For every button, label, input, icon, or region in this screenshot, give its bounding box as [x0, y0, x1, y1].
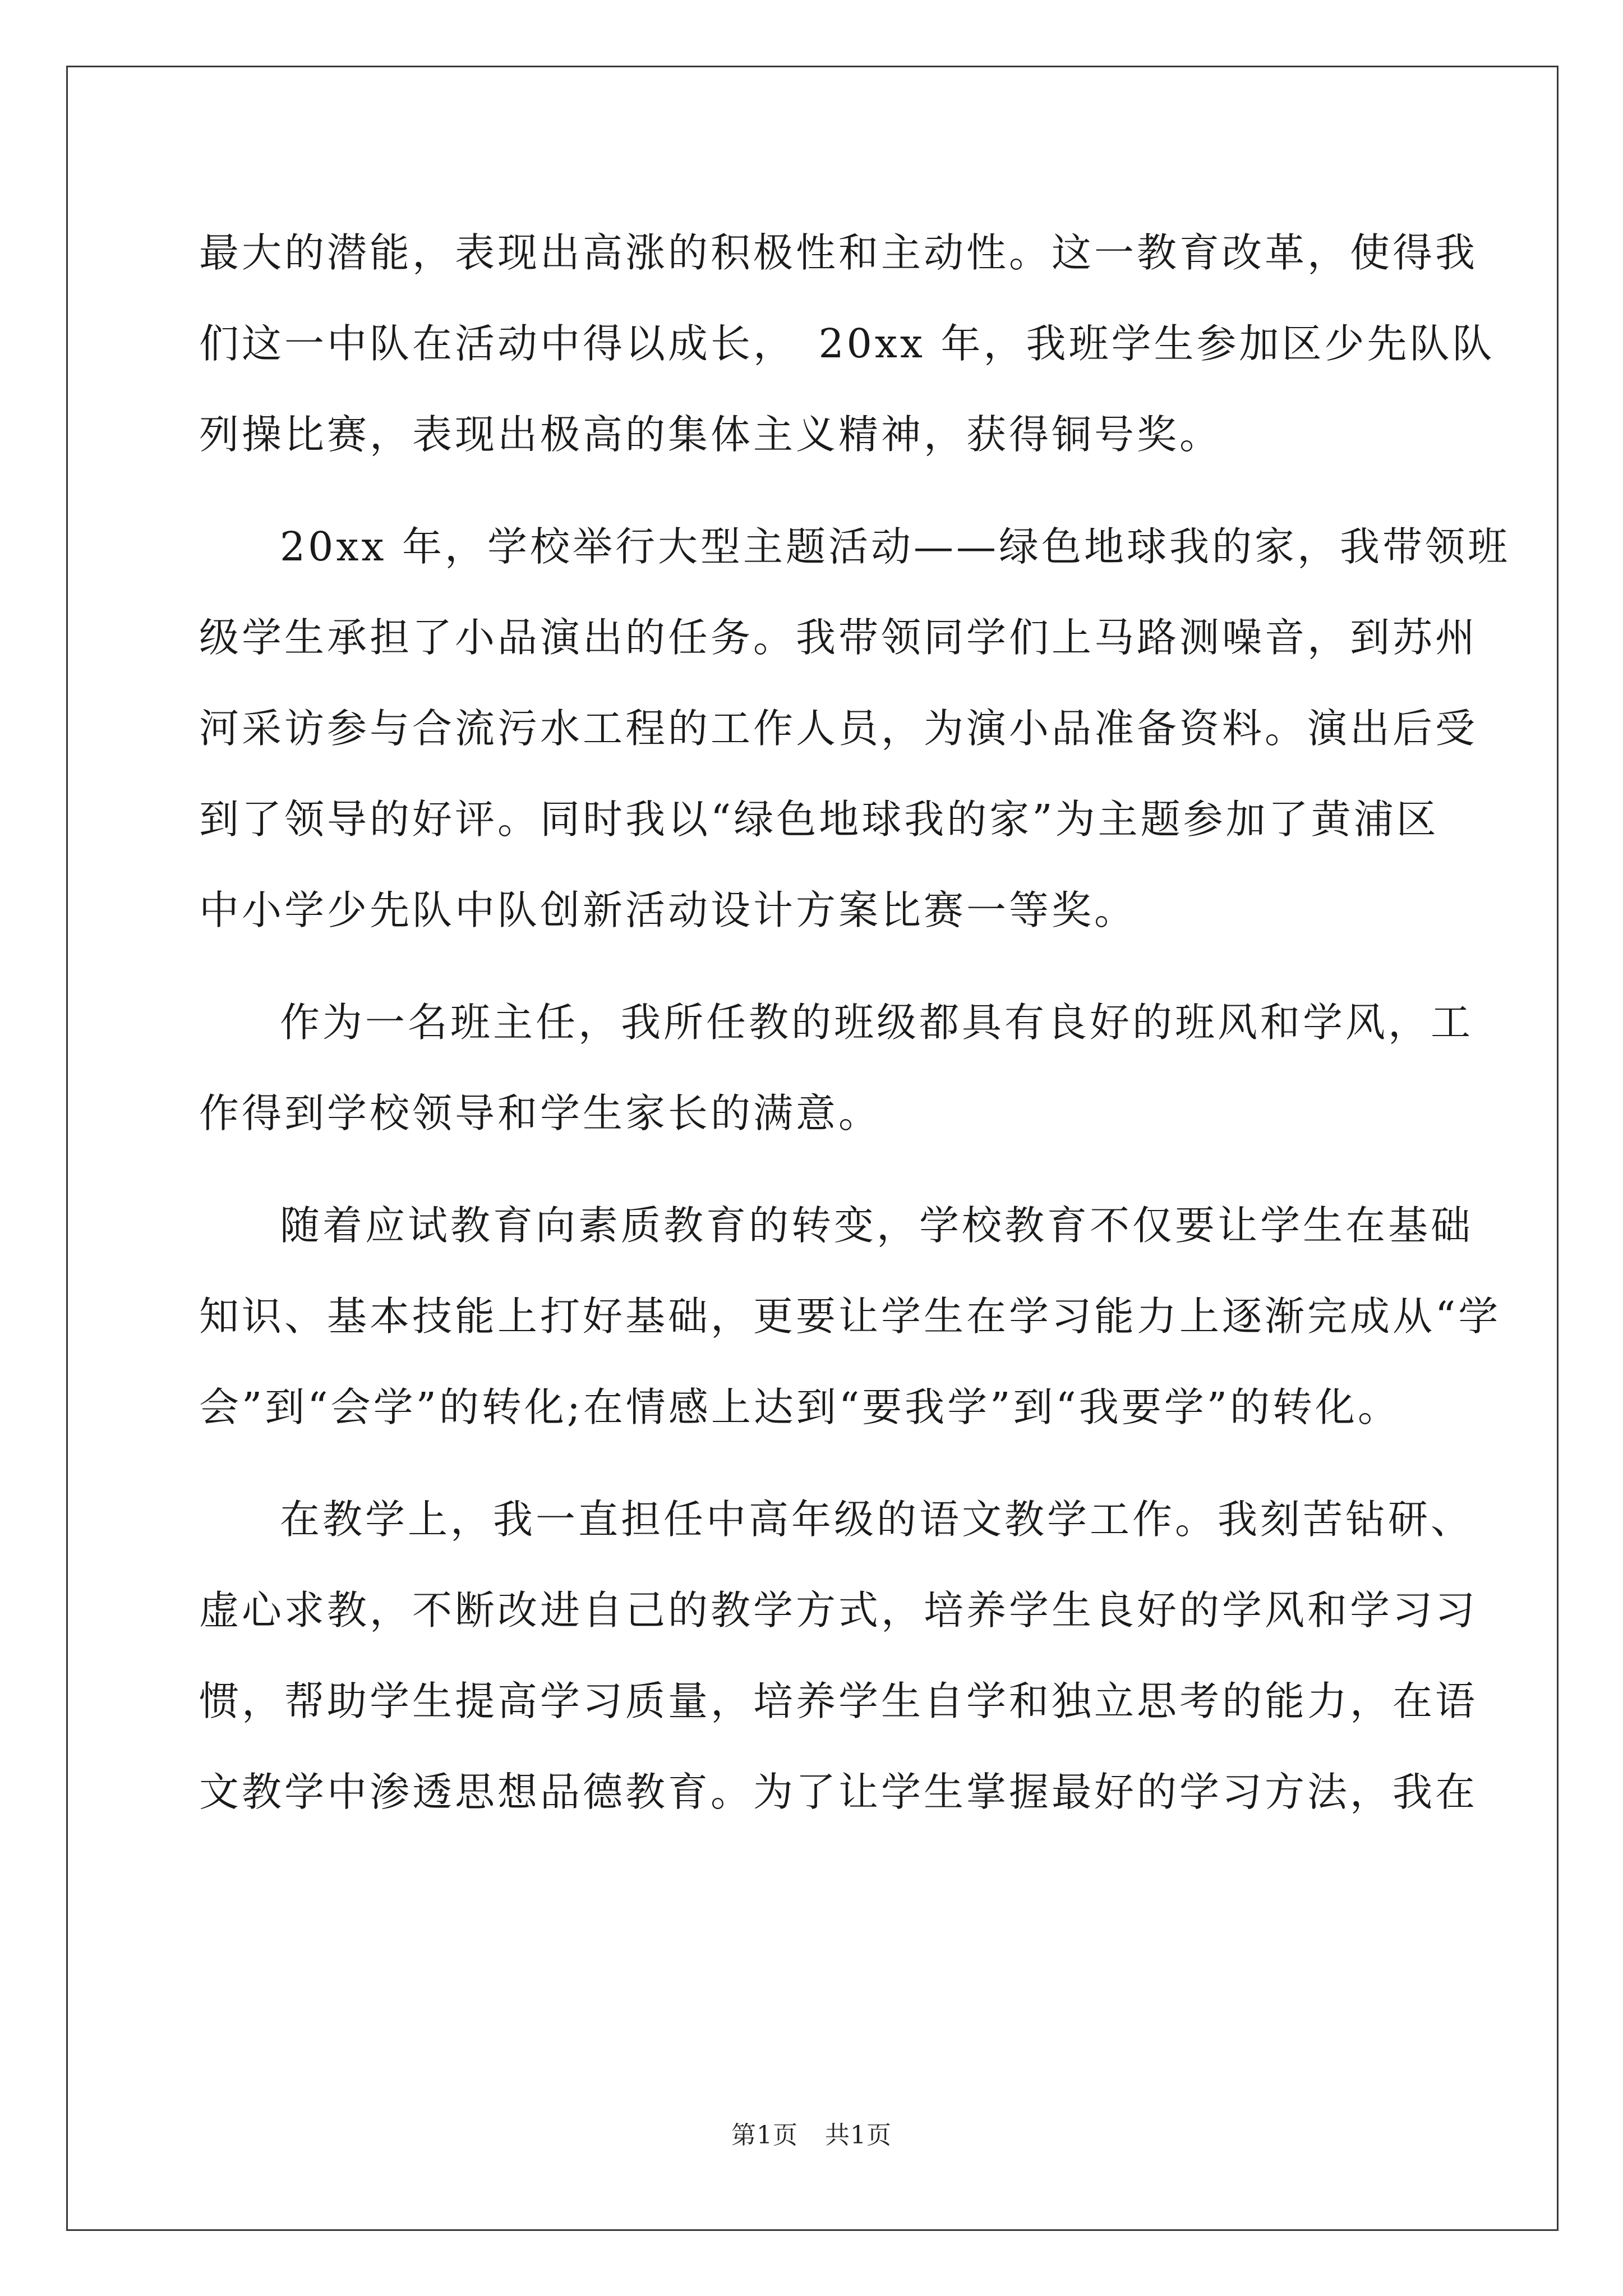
- paragraph: [199, 501, 1510, 956]
- paragraph: [199, 1474, 1478, 1838]
- text-line: 文教学中渗透思想品德教育。为了让学生掌握最好的学习方法，我在: [199, 1769, 1478, 1815]
- text-line: 虚心求教，不断改进自己的教学方式，培养学生良好的学风和学习习: [199, 1587, 1478, 1634]
- text-line: 知识、基本技能上打好基础，更要让学生在学习能力上逐渐完成从“学: [199, 1293, 1501, 1340]
- text-line: 会”到“会学”的转化;在情感上达到“要我学”到“我要学”的转化。: [199, 1384, 1401, 1430]
- text-line: 河采访参与合流污水工程的工作人员，为演小品准备资料。演出后受: [199, 705, 1478, 752]
- page-number-total: 共1页: [825, 2121, 892, 2150]
- text-line: 到了领导的好评。同时我以“绿色地球我的家”为主题参加了黄浦区: [199, 796, 1439, 843]
- text-line: 最大的潜能，表现出高涨的积极性和主动性。这一教育改革，使得我: [199, 229, 1478, 276]
- text-line: 中小学少先队中队创新活动设计方案比赛一等奖。: [199, 887, 1137, 933]
- page-footer: [0, 2115, 1623, 2151]
- text-line: 随着应试教育向素质教育的转变，学校教育不仅要让学生在基础: [280, 1202, 1474, 1249]
- page-number-current: 第1页: [731, 2121, 798, 2150]
- text-line: 作为一名班主任，我所任教的班级都具有良好的班风和学风，工: [280, 999, 1474, 1046]
- paragraph: [199, 208, 1495, 480]
- text-line: 列操比赛，表现出极高的集体主义精神，获得铜号奖。: [199, 411, 1223, 458]
- text-line: 20xx 年，学校举行大型主题活动——绿色地球我的家，我带领班: [280, 523, 1510, 570]
- paragraph: [199, 977, 1474, 1159]
- text-line: 惯，帮助学生提高学习质量，培养学生自学和独立思考的能力，在语: [199, 1678, 1478, 1724]
- text-line: 作得到学校领导和学生家长的满意。: [199, 1090, 882, 1137]
- document-body: [199, 208, 1510, 1859]
- text-line: 级学生承担了小品演出的任务。我带领同学们上马路测噪音，到苏州: [199, 614, 1478, 661]
- text-line: 在教学上，我一直担任中高年级的语文教学工作。我刻苦钻研、: [280, 1496, 1474, 1543]
- text-line: 们这一中队在活动中得以成长， 20xx 年，我班学生参加区少先队队: [199, 320, 1495, 367]
- paragraph: [199, 1180, 1501, 1453]
